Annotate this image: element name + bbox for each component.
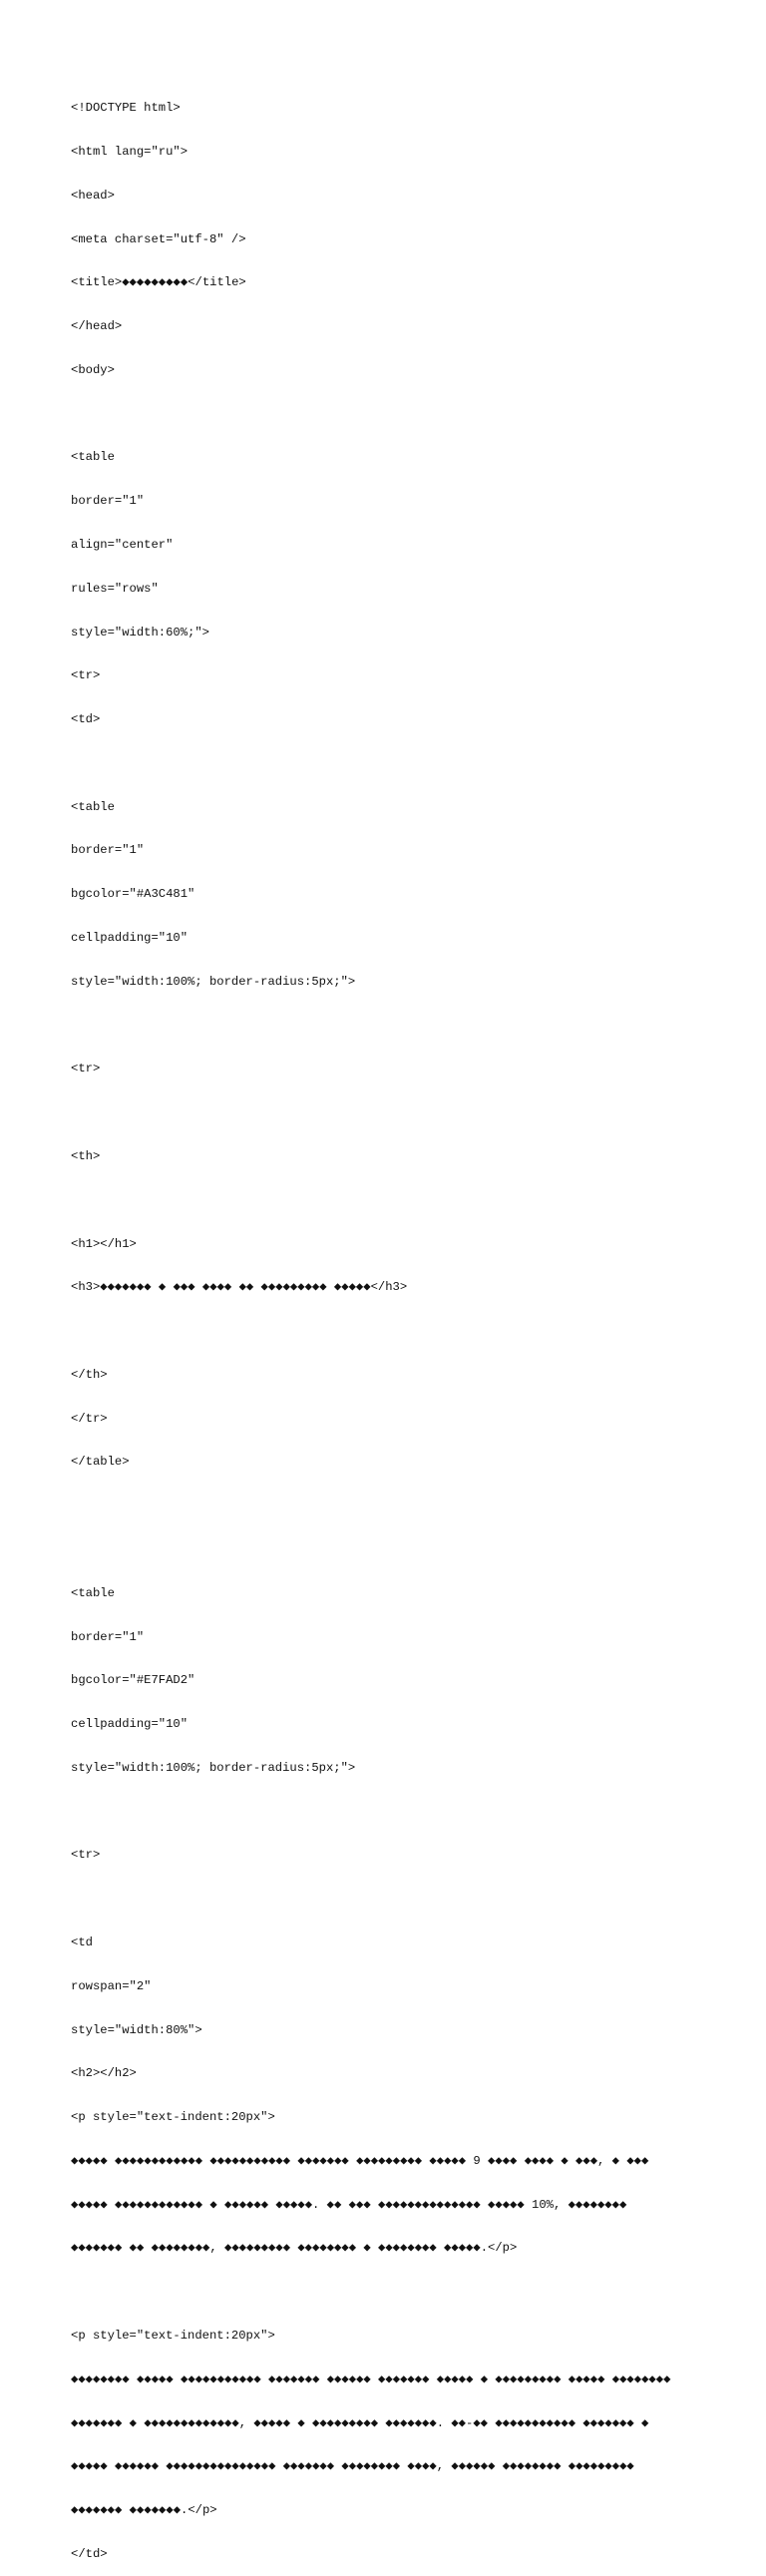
code-line: ◆◆◆◆◆◆◆ ◆ ◆◆◆◆◆◆◆◆◆◆◆◆◆, ◆◆◆◆◆ ◆ ◆◆◆◆◆◆◆◆◆ ◆◆◆◆◆◆◆. ◆◆-◆◆ ◆◆◆◆◆◆◆◆◆◆◆ ◆◆◆◆◆◆◆ ◆ — [71, 2415, 649, 2430]
code-line: rules="rows" — [71, 581, 159, 596]
code-line: <h3>◆◆◆◆◆◆◆ ◆ ◆◆◆ ◆◆◆◆ ◆◆ ◆◆◆◆◆◆◆◆◆ ◆◆◆◆◆</h3> — [71, 1280, 408, 1295]
code-line — [71, 1805, 749, 1820]
code-line: </tr> — [71, 1411, 108, 1426]
code-line: <h2></h2> — [71, 2066, 137, 2081]
code-line: </table> — [71, 1455, 130, 1470]
code-line: <meta charset="utf-8" /> — [71, 231, 246, 246]
code-line: ◆◆◆◆◆◆◆ ◆◆ ◆◆◆◆◆◆◆◆, ◆◆◆◆◆◆◆◆◆ ◆◆◆◆◆◆◆◆ ◆ ◆◆◆◆◆◆◆◆ ◆◆◆◆◆.</p> — [71, 2241, 518, 2256]
code-line — [71, 2285, 749, 2300]
code-line: <table — [71, 450, 115, 465]
code-line: ◆◆◆◆◆ ◆◆◆◆◆◆ ◆◆◆◆◆◆◆◆◆◆◆◆◆◆◆ ◆◆◆◆◆◆◆ ◆◆◆◆◆◆◆◆ ◆◆◆◆, ◆◆◆◆◆◆ ◆◆◆◆◆◆◆◆ ◆◆◆◆◆◆◆◆◆ — [71, 2459, 634, 2474]
code-line: <th> — [71, 1148, 101, 1163]
code-line: bgcolor="#A3C481" — [71, 887, 195, 902]
code-line: <p style="text-indent:20px"> — [71, 2110, 275, 2125]
code-line: style="width:100%; border-radius:5px;"> — [71, 974, 356, 989]
code-line: cellpadding="10" — [71, 931, 189, 946]
code-line — [71, 1105, 749, 1120]
code-line: <table — [71, 799, 115, 814]
code-line: bgcolor="#E7FAD2" — [71, 1673, 195, 1688]
code-line: </head> — [71, 319, 123, 334]
code-line: rowspan="2" — [71, 1978, 152, 1993]
code-line: cellpadding="10" — [71, 1717, 189, 1732]
code-line: ◆◆◆◆◆◆◆ ◆◆◆◆◆◆◆.</p> — [71, 2503, 217, 2518]
code-line: align="center" — [71, 538, 174, 552]
code-line: <tr> — [71, 668, 101, 683]
code-line: ◆◆◆◆◆◆◆◆ ◆◆◆◆◆ ◆◆◆◆◆◆◆◆◆◆◆ ◆◆◆◆◆◆◆ ◆◆◆◆◆◆ ◆◆◆◆◆◆◆ ◆◆◆◆◆ ◆ ◆◆◆◆◆◆◆◆◆ ◆◆◆◆◆ ◆◆◆◆◆◆◆◆ — [71, 2371, 671, 2386]
code-line: <tr> — [71, 1062, 101, 1076]
code-line — [71, 756, 749, 771]
code-line: <!DOCTYPE html> — [71, 101, 181, 116]
document-source-code — [71, 72, 749, 2576]
code-line: <td> — [71, 712, 101, 727]
code-line — [71, 1892, 749, 1907]
code-line — [71, 407, 749, 422]
code-line: <tr> — [71, 1848, 101, 1863]
code-line: <p style="text-indent:20px"> — [71, 2329, 275, 2344]
code-line: style="width:60%;"> — [71, 625, 209, 640]
code-line: </td> — [71, 2546, 108, 2561]
code-line: border="1" — [71, 494, 145, 509]
code-line: <html lang="ru"> — [71, 144, 189, 159]
code-line — [71, 1019, 749, 1034]
code-line: <table — [71, 1585, 115, 1600]
code-line — [71, 1193, 749, 1208]
code-line: style="width:100%; border-radius:5px;"> — [71, 1760, 356, 1775]
code-line — [71, 1324, 749, 1339]
code-line: border="1" — [71, 843, 145, 858]
code-line: <td — [71, 1935, 93, 1949]
code-line: <title>◆◆◆◆◆◆◆◆◆</title> — [71, 275, 246, 290]
code-line: <h1></h1> — [71, 1236, 137, 1251]
code-line: </th> — [71, 1367, 108, 1382]
code-line — [71, 1499, 749, 1513]
code-line: border="1" — [71, 1629, 145, 1644]
code-line: ◆◆◆◆◆ ◆◆◆◆◆◆◆◆◆◆◆◆ ◆ ◆◆◆◆◆◆ ◆◆◆◆◆. ◆◆ ◆◆◆ ◆◆◆◆◆◆◆◆◆◆◆◆◆◆ ◆◆◆◆◆ 10%, ◆◆◆◆◆◆◆◆ — [71, 2197, 627, 2212]
code-line — [71, 1542, 749, 1557]
code-line: style="width:80%"> — [71, 2022, 202, 2037]
code-line: ◆◆◆◆◆ ◆◆◆◆◆◆◆◆◆◆◆◆ ◆◆◆◆◆◆◆◆◆◆◆ ◆◆◆◆◆◆◆ ◆◆◆◆◆◆◆◆◆ ◆◆◆◆◆ 9 ◆◆◆◆ ◆◆◆◆ ◆ ◆◆◆, ◆ ◆◆◆ — [71, 2153, 649, 2168]
code-line: <body> — [71, 362, 115, 377]
code-line: <head> — [71, 188, 115, 203]
